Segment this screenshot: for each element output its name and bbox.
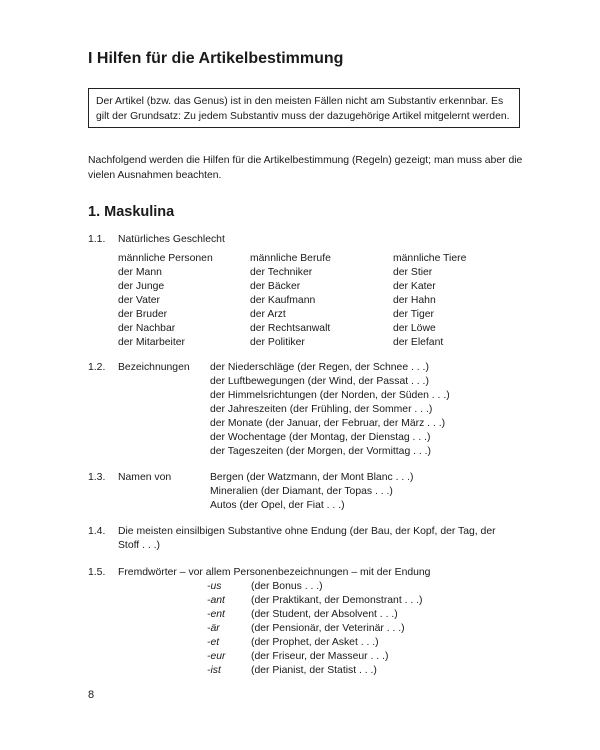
suffix: -är	[207, 623, 220, 634]
suffix: -us	[207, 581, 222, 592]
item-text-1-4-line1: Die meisten einsilbigen Substantive ohne Endung (der Bau, der Kopf, der Tag, der	[118, 526, 496, 537]
column-entry: der Vater	[118, 295, 160, 306]
column-entry: der Mann	[118, 267, 162, 278]
page-number: 8	[88, 689, 95, 701]
item-number-1-2: 1.2.	[88, 362, 106, 373]
designations-list	[210, 361, 450, 459]
list-item	[207, 622, 423, 636]
list-item: der Tageszeiten (der Morgen, der Vormittag . . .)	[210, 446, 432, 457]
column-entry: der Elefant	[393, 337, 444, 348]
list-item: der Wochentage (der Montag, der Dienstag . . .)	[210, 432, 431, 443]
list-item: der Himmelsrichtungen (der Norden, der Süden . . .)	[210, 390, 450, 401]
item-title-1-5: Fremdwörter – vor allem Personenbezeichnungen – mit der Endung	[118, 567, 431, 578]
list-item	[207, 664, 423, 678]
suffix: -eur	[207, 651, 226, 662]
column-entry: der Nachbar	[118, 323, 176, 334]
column-entry: der Hahn	[393, 295, 436, 306]
column-entry: der Arzt	[250, 309, 286, 320]
examples: (der Pianist, der Statist . . .)	[251, 665, 377, 676]
list-item	[207, 594, 423, 608]
list-item: der Niederschläge (der Regen, der Schnee . . .)	[210, 362, 429, 373]
column-entry: der Kater	[393, 281, 436, 292]
suffix: -et	[207, 637, 220, 648]
suffix: -ist	[207, 665, 221, 676]
list-item	[207, 650, 423, 664]
suffix: -ant	[207, 595, 225, 606]
column-entry: der Bruder	[118, 309, 168, 320]
column-entry: der Politiker	[250, 337, 305, 348]
intro-paragraph: Nachfolgend werden die Hilfen für die Artikelbestimmung (Regeln) gezeigt; man muss aber die vielen Ausnahmen beachten.	[88, 155, 523, 181]
column-entry: der Junge	[118, 281, 165, 292]
column-entry: der Rechtsanwalt	[250, 323, 331, 334]
item-title-1-3: Namen von	[118, 472, 172, 483]
examples: (der Pensionär, der Veterinär . . .)	[251, 623, 405, 634]
column-entry: der Mitarbeiter	[118, 337, 185, 348]
column-entry: männliche Berufe	[250, 253, 331, 264]
examples: (der Praktikant, der Demonstrant . . .)	[251, 595, 423, 606]
column-entry: der Techniker	[250, 267, 313, 278]
list-item: Autos (der Opel, der Fiat . . .)	[210, 500, 345, 511]
examples: (der Student, der Absolvent . . .)	[251, 609, 398, 620]
list-item: der Jahreszeiten (der Frühling, der Sommer . . .)	[210, 404, 433, 415]
list-item: Bergen (der Watzmann, der Mont Blanc . . .)	[210, 472, 414, 483]
column-male-persons	[118, 252, 213, 350]
column-male-animals	[393, 252, 466, 350]
names-list	[210, 471, 413, 513]
list-item	[207, 636, 423, 650]
section-heading-maskulina: 1. Maskulina	[88, 204, 175, 220]
examples: (der Prophet, der Asket . . .)	[251, 637, 379, 648]
item-number-1-4: 1.4.	[88, 526, 106, 537]
list-item: Mineralien (der Diamant, der Topas . . .)	[210, 486, 393, 497]
list-item	[207, 580, 423, 594]
suffix-list	[207, 580, 423, 678]
column-entry: der Stier	[393, 267, 433, 278]
item-title-1-2: Bezeichnungen	[118, 362, 190, 373]
page-title: I Hilfen für die Artikelbestimmung	[88, 50, 344, 67]
suffix: -ent	[207, 609, 225, 620]
list-item	[207, 608, 423, 622]
column-entry: der Bäcker	[250, 281, 301, 292]
examples: (der Friseur, der Masseur . . .)	[251, 651, 389, 662]
column-entry: männliche Tiere	[393, 253, 467, 264]
list-item: der Luftbewegungen (der Wind, der Passat . . .)	[210, 376, 429, 387]
list-item: der Monate (der Januar, der Februar, der März . . .)	[210, 418, 446, 429]
column-entry: der Löwe	[393, 323, 436, 334]
column-entry: der Tiger	[393, 309, 435, 320]
item-number-1-5: 1.5.	[88, 567, 106, 578]
item-number-1-3: 1.3.	[88, 472, 106, 483]
item-number-1-1: 1.1.	[88, 234, 106, 245]
column-entry: der Kaufmann	[250, 295, 316, 306]
info-box: Der Artikel (bzw. das Genus) ist in den meisten Fällen nicht am Substantiv erkennbar. Es gilt der Grundsatz: Zu jedem Substantiv muss der dazugehörige Artikel mitgelernt werden.	[88, 88, 520, 128]
column-male-professions	[250, 252, 331, 350]
item-title-1-1: Natürliches Geschlecht	[118, 234, 225, 245]
column-entry: männliche Personen	[118, 253, 213, 264]
item-text-1-4-line2: Stoff . . .)	[118, 540, 160, 551]
examples: (der Bonus . . .)	[251, 581, 323, 592]
